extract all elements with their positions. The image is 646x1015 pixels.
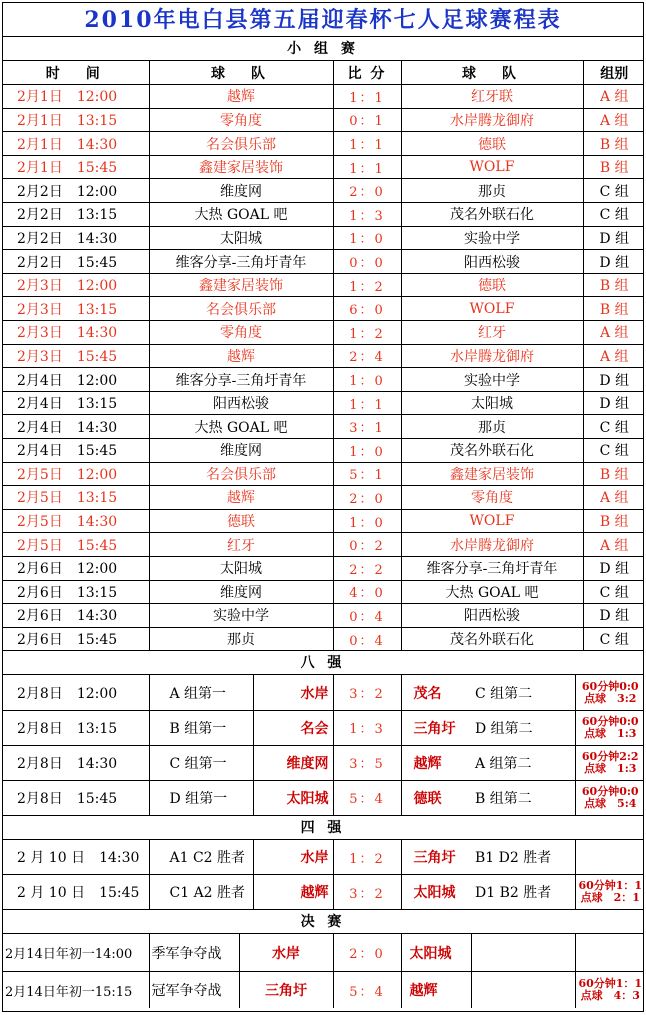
team-b: 水岸腾龙御府: [401, 344, 583, 368]
team-b: 水岸腾龙御府: [401, 533, 583, 557]
match-score: 3：2: [333, 875, 401, 910]
regular-time-score: 60分钟1：1: [578, 977, 643, 991]
match-time: 2月4日 14:30: [3, 415, 149, 439]
final-table: [3, 934, 644, 1008]
team-a: 太阳城: [149, 226, 333, 250]
team-a: 越辉: [149, 85, 333, 109]
header-time: 时 间: [3, 61, 149, 85]
match-time: 2月1日 15:45: [3, 155, 149, 179]
match-time: 2月6日 13:15: [3, 580, 149, 604]
match-score: 1：0: [333, 226, 401, 250]
match-time: 2月2日 12:00: [3, 179, 149, 203]
team-a: 太阳城: [149, 556, 333, 580]
match-time: 2月8日 14:30: [3, 745, 149, 780]
group-label: A 组: [583, 344, 644, 368]
match-score: 2：2: [333, 556, 401, 580]
team-a: 维客分享-三角圩青年: [149, 250, 333, 274]
group-label: D 组: [583, 250, 644, 274]
table-row: [3, 780, 644, 815]
header-score: 比 分: [333, 61, 401, 85]
match-time: 2月2日 15:45: [3, 250, 149, 274]
match-note: [575, 934, 644, 971]
team-b: 水岸腾龙御府: [401, 108, 583, 132]
match-score: 2：4: [333, 344, 401, 368]
team-a: 名会俱乐部: [149, 462, 333, 486]
regular-time-score: 60分钟2:2: [581, 749, 639, 763]
table-row: [3, 580, 644, 604]
team-b: 茂名: [401, 675, 467, 710]
match-score: 1：1: [333, 155, 401, 179]
match-time: 2月2日 14:30: [3, 226, 149, 250]
match-score: 3：5: [333, 745, 401, 780]
table-row: [3, 840, 644, 875]
team-a: 维度网: [253, 745, 333, 780]
team-b: 零角度: [401, 486, 583, 510]
team-b: 越辉: [401, 745, 467, 780]
match-time: 2月1日 12:00: [3, 85, 149, 109]
team-a: 名会俱乐部: [149, 297, 333, 321]
table-row: [3, 439, 644, 463]
team-a: 名会俱乐部: [149, 132, 333, 156]
seed-label-b: A 组第二: [467, 745, 575, 780]
penalty-score: 点球 5:4: [584, 796, 637, 810]
match-note: [575, 675, 644, 710]
group-label: C 组: [583, 580, 644, 604]
group-label: B 组: [583, 462, 644, 486]
match-time: 2月3日 14:30: [3, 321, 149, 345]
team-b: 大热 GOAL 吧: [401, 580, 583, 604]
match-score: 0：4: [333, 604, 401, 628]
header-group: 组别: [583, 61, 644, 85]
group-stage-table: [3, 61, 644, 651]
group-label: A 组: [583, 321, 644, 345]
match-time: 2月4日 15:45: [3, 439, 149, 463]
group-label: C 组: [583, 203, 644, 227]
match-note: [575, 875, 644, 910]
team-a: 零角度: [149, 108, 333, 132]
team-b: 德联: [401, 273, 583, 297]
team-b: 越辉: [401, 971, 471, 1008]
team-a: 水岸: [239, 934, 333, 971]
team-a: 越辉: [253, 875, 333, 910]
match-score: 1：0: [333, 509, 401, 533]
table-row: [3, 415, 644, 439]
seed-label-b: B1 D2 胜者: [467, 840, 575, 875]
team-b: 太阳城: [401, 934, 471, 971]
seed-label-a: B 组第一: [149, 710, 253, 745]
team-a: 维度网: [149, 179, 333, 203]
table-row: [3, 971, 644, 1008]
table-row: [3, 226, 644, 250]
match-score: 1：0: [333, 368, 401, 392]
table-row: [3, 875, 644, 910]
match-score: 2：0: [333, 934, 401, 971]
team-a: 红牙: [149, 533, 333, 557]
team-b: 阳西松骏: [401, 604, 583, 628]
team-b: 维客分享-三角圩青年: [401, 556, 583, 580]
match-time: 2月8日 13:15: [3, 710, 149, 745]
table-row: [3, 155, 644, 179]
match-time: 2月14日年初一14:00: [3, 934, 149, 971]
match-score: 6：0: [333, 297, 401, 321]
match-score: 1：3: [333, 203, 401, 227]
match-note: [575, 780, 644, 815]
seed-label-b: D 组第二: [467, 710, 575, 745]
spacer: [471, 971, 575, 1008]
group-label: C 组: [583, 179, 644, 203]
match-score: 1：2: [333, 273, 401, 297]
table-row: [3, 391, 644, 415]
match-time: 2月6日 14:30: [3, 604, 149, 628]
match-score: 0：0: [333, 250, 401, 274]
team-b: 茂名外联石化: [401, 439, 583, 463]
regular-time-score: 60分钟0:0: [581, 679, 639, 693]
seed-label-b: B 组第二: [467, 780, 575, 815]
team-a: 水岸: [253, 675, 333, 710]
match-score: 1：1: [333, 391, 401, 415]
match-score: 2：0: [333, 179, 401, 203]
group-label: B 组: [583, 155, 644, 179]
match-score: 0：4: [333, 627, 401, 651]
group-label: A 组: [583, 533, 644, 557]
table-row: [3, 344, 644, 368]
match-time: 2月5日 14:30: [3, 509, 149, 533]
match-score: 1：3: [333, 710, 401, 745]
table-row: [3, 203, 644, 227]
match-time: 2月4日 13:15: [3, 391, 149, 415]
match-time: 2月5日 15:45: [3, 533, 149, 557]
table-row: [3, 533, 644, 557]
team-b: 德联: [401, 132, 583, 156]
section-group-stage: 小 组 赛: [3, 37, 643, 61]
team-a: 实验中学: [149, 604, 333, 628]
table-row: [3, 108, 644, 132]
match-time: 2月3日 12:00: [3, 273, 149, 297]
team-a: 维度网: [149, 580, 333, 604]
section-semifinals: 四 强: [3, 816, 643, 840]
team-a: 阳西松骏: [149, 391, 333, 415]
group-label: D 组: [583, 604, 644, 628]
match-time: 2月2日 13:15: [3, 203, 149, 227]
seed-label-a: A 组第一: [149, 675, 253, 710]
match-time: 2月8日 15:45: [3, 780, 149, 815]
table-row: [3, 934, 644, 971]
table-row: [3, 675, 644, 710]
seed-label-a: C1 A2 胜者: [149, 875, 253, 910]
seed-label-b: C 组第二: [467, 675, 575, 710]
section-final: 决 赛: [3, 910, 643, 934]
group-label: C 组: [583, 439, 644, 463]
match-time: 2月8日 12:00: [3, 675, 149, 710]
team-b: 太阳城: [401, 875, 467, 910]
team-b: 鑫建家居装饰: [401, 462, 583, 486]
penalty-score: 点球 1:3: [584, 726, 637, 740]
header-team-a: 球 队: [149, 61, 333, 85]
team-a: 越辉: [149, 344, 333, 368]
match-score: 0：1: [333, 108, 401, 132]
team-a: 三角圩: [239, 971, 333, 1008]
group-label: D 组: [583, 226, 644, 250]
quarterfinal-table: [3, 675, 644, 816]
match-time: 2月5日 12:00: [3, 462, 149, 486]
match-time: 2月14日年初一15:15: [3, 971, 149, 1008]
team-a: 维度网: [149, 439, 333, 463]
team-a: 名会: [253, 710, 333, 745]
group-label: C 组: [583, 627, 644, 651]
match-score: 1：1: [333, 85, 401, 109]
match-score: 2：0: [333, 486, 401, 510]
team-b: WOLF: [401, 155, 583, 179]
group-label: A 组: [583, 85, 644, 109]
match-time: 2 月 10 日 14:30: [3, 840, 149, 875]
group-label: D 组: [583, 368, 644, 392]
match-score: 0：2: [333, 533, 401, 557]
match-score: 5：4: [333, 780, 401, 815]
table-row: [3, 462, 644, 486]
table-row: [3, 250, 644, 274]
seed-label-a: C 组第一: [149, 745, 253, 780]
team-b: 茂名外联石化: [401, 627, 583, 651]
group-label: B 组: [583, 273, 644, 297]
match-time: 2月5日 13:15: [3, 486, 149, 510]
team-a: 鑫建家居装饰: [149, 155, 333, 179]
team-b: 德联: [401, 780, 467, 815]
team-a: 太阳城: [253, 780, 333, 815]
table-row: [3, 321, 644, 345]
page-title: 2010年电白县第五届迎春杯七人足球赛程表: [3, 3, 643, 37]
team-b: 实验中学: [401, 226, 583, 250]
schedule-sheet: [2, 2, 644, 1012]
match-time: 2月1日 14:30: [3, 132, 149, 156]
match-time: 2月1日 13:15: [3, 108, 149, 132]
group-label: B 组: [583, 509, 644, 533]
team-b: WOLF: [401, 509, 583, 533]
match-time: 2 月 10 日 15:45: [3, 875, 149, 910]
table-row: [3, 297, 644, 321]
team-a: 鑫建家居装饰: [149, 273, 333, 297]
match-label: 季军争夺战: [149, 934, 239, 971]
match-score: 1：2: [333, 321, 401, 345]
regular-time-score: 60分钟0:0: [581, 784, 639, 798]
table-row: [3, 85, 644, 109]
team-b: 红牙: [401, 321, 583, 345]
group-label: D 组: [583, 556, 644, 580]
table-row: [3, 556, 644, 580]
team-b: 茂名外联石化: [401, 203, 583, 227]
team-a: 零角度: [149, 321, 333, 345]
group-label: B 组: [583, 132, 644, 156]
match-note: [575, 745, 644, 780]
match-score: 5：4: [333, 971, 401, 1008]
team-a: 大热 GOAL 吧: [149, 415, 333, 439]
team-b: 那贞: [401, 179, 583, 203]
match-time: 2月3日 13:15: [3, 297, 149, 321]
team-b: WOLF: [401, 297, 583, 321]
match-score: 4：0: [333, 580, 401, 604]
semifinal-table: [3, 840, 644, 911]
team-b: 红牙联: [401, 85, 583, 109]
match-note: [575, 710, 644, 745]
team-a: 水岸: [253, 840, 333, 875]
penalty-score: 点球 1:3: [584, 761, 637, 775]
team-b: 三角圩: [401, 840, 467, 875]
regular-time-score: 60分钟1：1: [578, 879, 643, 893]
match-score: 3：2: [333, 675, 401, 710]
group-label: A 组: [583, 108, 644, 132]
match-label: 冠军争夺战: [149, 971, 239, 1008]
header-team-b: 球 队: [401, 61, 583, 85]
table-row: [3, 509, 644, 533]
table-row: [3, 745, 644, 780]
group-label: D 组: [583, 391, 644, 415]
spacer: [471, 934, 575, 971]
team-b: 实验中学: [401, 368, 583, 392]
match-note: [575, 971, 644, 1008]
team-a: 德联: [149, 509, 333, 533]
seed-label-a: A1 C2 胜者: [149, 840, 253, 875]
group-label: A 组: [583, 486, 644, 510]
table-row: [3, 486, 644, 510]
match-score: 5：1: [333, 462, 401, 486]
match-time: 2月6日 12:00: [3, 556, 149, 580]
team-a: 那贞: [149, 627, 333, 651]
penalty-score: 点球 3:2: [584, 691, 637, 705]
group-label: B 组: [583, 297, 644, 321]
match-score: 1：0: [333, 439, 401, 463]
match-time: 2月4日 12:00: [3, 368, 149, 392]
team-b: 那贞: [401, 415, 583, 439]
team-b: 三角圩: [401, 710, 467, 745]
match-note: [575, 840, 644, 875]
regular-time-score: 60分钟0:0: [581, 714, 639, 728]
group-label: C 组: [583, 415, 644, 439]
table-header-row: [3, 61, 644, 85]
match-score: 1：2: [333, 840, 401, 875]
team-b: 太阳城: [401, 391, 583, 415]
seed-label-a: D 组第一: [149, 780, 253, 815]
team-b: 阳西松骏: [401, 250, 583, 274]
match-score: 3：1: [333, 415, 401, 439]
table-row: [3, 604, 644, 628]
team-a: 维客分享-三角圩青年: [149, 368, 333, 392]
table-row: [3, 132, 644, 156]
table-row: [3, 368, 644, 392]
team-a: 越辉: [149, 486, 333, 510]
seed-label-b: D1 B2 胜者: [467, 875, 575, 910]
penalty-score: 点球 2：1: [580, 891, 640, 905]
table-row: [3, 179, 644, 203]
table-row: [3, 273, 644, 297]
table-row: [3, 710, 644, 745]
section-quarterfinals: 八 强: [3, 651, 643, 675]
match-time: 2月6日 15:45: [3, 627, 149, 651]
team-a: 大热 GOAL 吧: [149, 203, 333, 227]
match-score: 1：1: [333, 132, 401, 156]
table-row: [3, 627, 644, 651]
penalty-score: 点球 4：3: [580, 989, 640, 1003]
match-time: 2月3日 15:45: [3, 344, 149, 368]
